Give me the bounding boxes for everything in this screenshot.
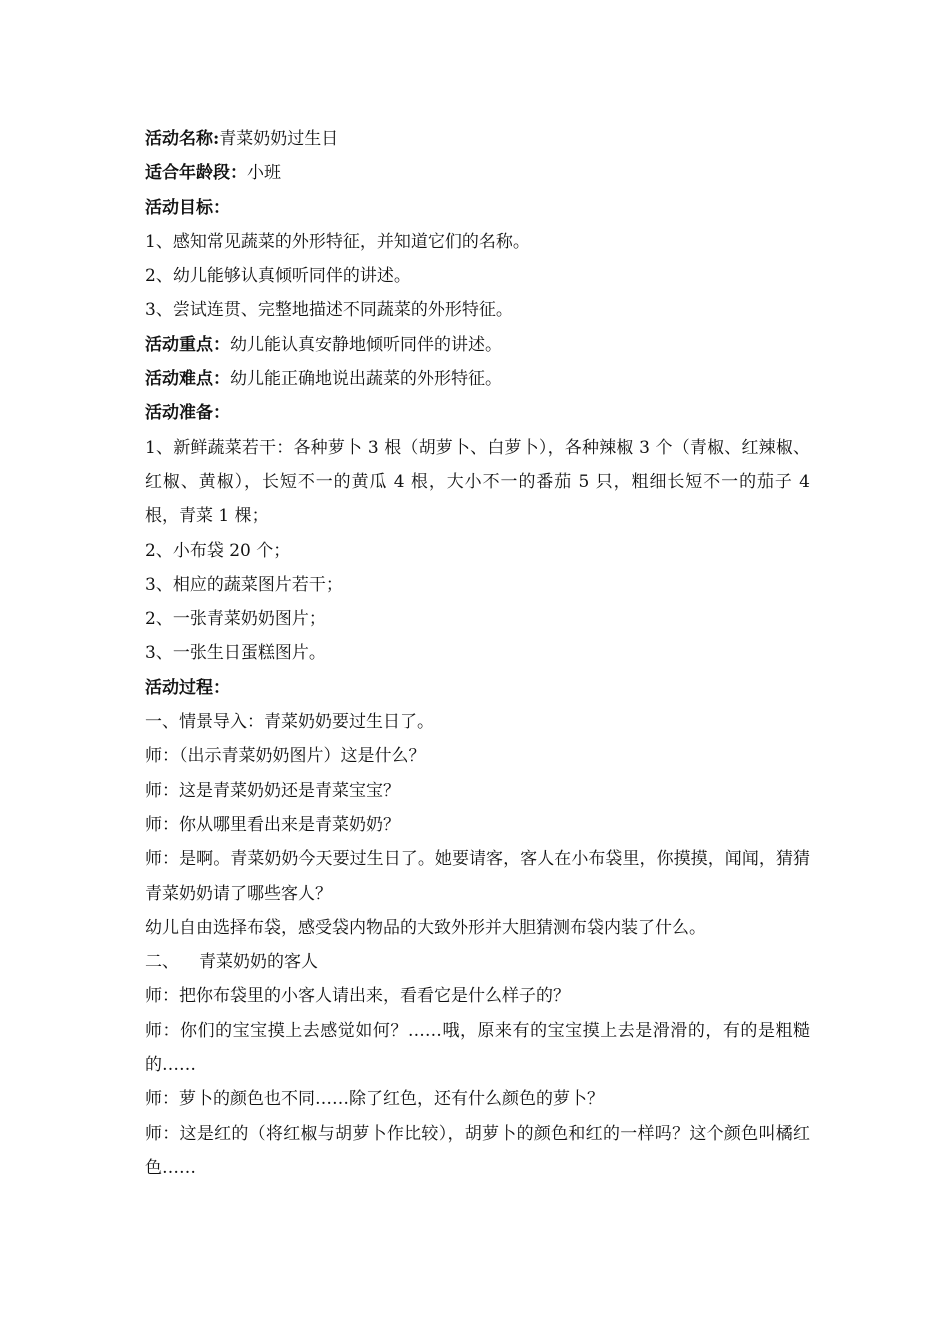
section2-paragraph: 师：你们的宝宝摸上去感觉如何？……哦，原来有的宝宝摸上去是滑滑的，有的是粗糙的…… xyxy=(145,1020,810,1076)
process-heading: 活动过程： xyxy=(145,677,230,698)
section2-number: 二、 xyxy=(145,952,179,973)
section2-line: 师：把你布袋里的小客人请出来，看看它是什么样子的？ xyxy=(145,986,570,1007)
prep-item: 2、一张青菜奶奶图片； xyxy=(145,609,326,630)
goal-item: 1、感知常见蔬菜的外形特征，并知道它们的名称。 xyxy=(145,231,530,252)
section2-heading xyxy=(145,945,810,979)
process-line: 师：（出示青菜奶奶图片）这是什么？ xyxy=(145,746,426,767)
process-line: 师：你从哪里看出来是青菜奶奶？ xyxy=(145,814,400,835)
process-line: 一、情景导入：青菜奶奶要过生日了。 xyxy=(145,712,434,733)
goal-item: 2、幼儿能够认真倾听同伴的讲述。 xyxy=(145,266,411,287)
prep-item: 1、新鲜蔬菜若干：各种萝卜 3 根（胡萝卜、白萝卜），各种辣椒 3 个（青椒、红辣椒、红椒、黄椒），长短不一的黄瓜 4 根，大小不一的番茄 5 只，粗细长短不一的茄子 4 根，青菜 1 棵； xyxy=(145,437,810,527)
difficulty-line xyxy=(145,362,810,396)
prep-item: 3、相应的蔬菜图片若干； xyxy=(145,574,343,595)
activity-name-value: 青菜奶奶过生日 xyxy=(219,129,339,149)
focus-label: 活动重点： xyxy=(145,334,230,355)
process-paragraph: 师：是啊。青菜奶奶今天要过生日了。她要请客，客人在小布袋里，你摸摸，闻闻，猜猜青菜奶奶请了哪些客人？ xyxy=(145,849,810,904)
difficulty-value: 幼儿能正确地说出蔬菜的外形特征。 xyxy=(230,369,502,390)
section2-line: 师：萝卜的颜色也不同……除了红色，还有什么颜色的萝卜？ xyxy=(145,1089,604,1110)
process-line: 幼儿自由选择布袋，感受袋内物品的大致外形并大胆猜测布袋内装了什么。 xyxy=(145,917,706,938)
goal-item: 3、尝试连贯、完整地描述不同蔬菜的外形特征。 xyxy=(145,300,513,321)
age-label: 适合年龄段： xyxy=(145,163,247,184)
activity-name-label: 活动名称: xyxy=(145,129,220,149)
process-line: 师：这是青菜奶奶还是青菜宝宝？ xyxy=(145,780,400,801)
prep-item: 2、小布袋 20 个； xyxy=(145,540,291,561)
section2-paragraph: 师：这是红的（将红椒与胡萝卜作比较），胡萝卜的颜色和红的一样吗？这个颜色叫橘红色…… xyxy=(145,1123,810,1178)
age-line xyxy=(145,156,810,190)
goals-heading: 活动目标： xyxy=(145,197,230,218)
prep-heading: 活动准备： xyxy=(145,403,230,424)
focus-value: 幼儿能认真安静地倾听同伴的讲述。 xyxy=(230,334,502,355)
section2-title: 青菜奶奶的客人 xyxy=(199,952,318,973)
difficulty-label: 活动难点： xyxy=(145,369,230,390)
age-value: 小班 xyxy=(247,163,281,184)
focus-line xyxy=(145,328,810,362)
prep-item: 3、一张生日蛋糕图片。 xyxy=(145,643,326,664)
activity-name-line xyxy=(145,122,810,156)
document-body xyxy=(145,122,810,1185)
